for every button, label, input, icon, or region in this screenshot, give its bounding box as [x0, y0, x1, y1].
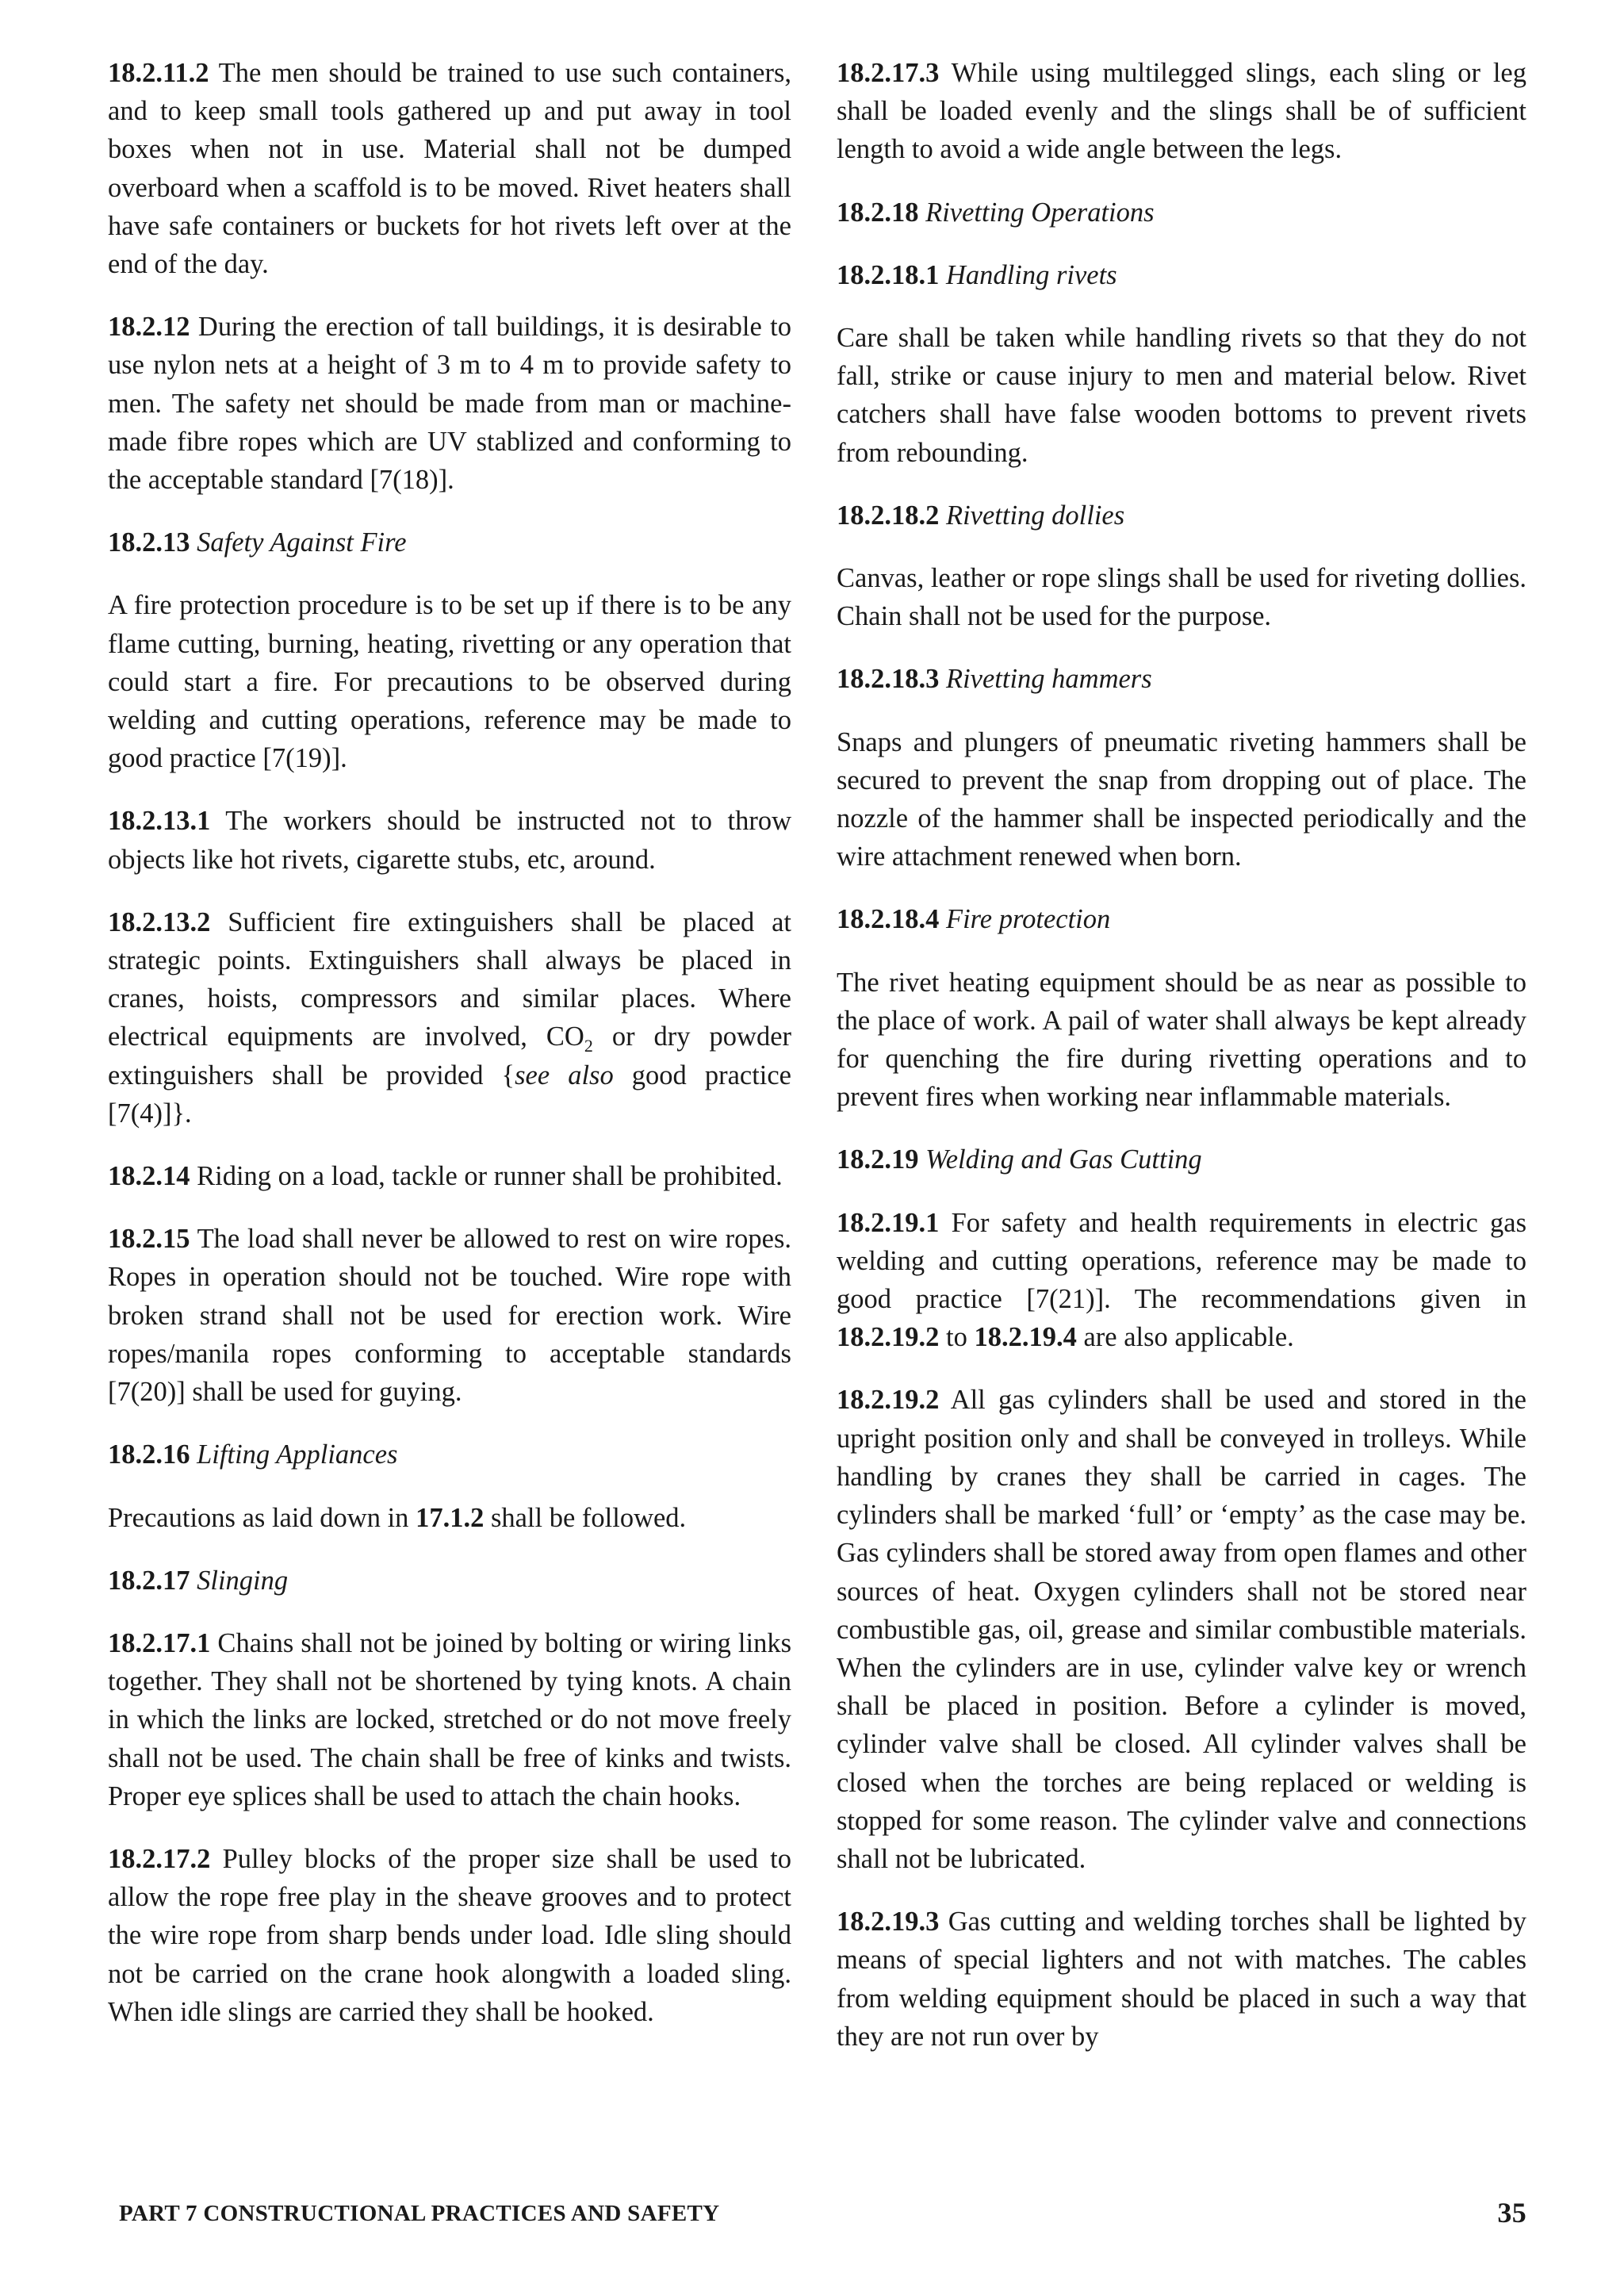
clause-text: The workers should be instructed not to throw objects like hot rivets, cigarette stubs, etc, around. [108, 806, 791, 875]
clause-reference: 18.2.19.2 [837, 1322, 940, 1353]
clause-number: 18.2.16 [108, 1439, 190, 1470]
italic-text: see also [515, 1060, 614, 1090]
clause-text: Sufficient fire extinguishers shall be placed at strategic points. Extinguishers shall always be placed in cranes, hoists, compressors and similar places. Where electrical equipments are involved, CO [108, 906, 791, 1052]
paragraph-18-2-15 [108, 1220, 791, 1411]
clause-text: Canvas, leather or rope slings shall be used for riveting dollies. Chain shall not be used for the purpose. [837, 563, 1526, 632]
clause-number: 18.2.19.3 [837, 1907, 940, 1937]
clause-number: 18.2.17.1 [108, 1627, 211, 1658]
clause-title: Slinging [197, 1565, 289, 1596]
clause-reference: 17.1.2 [416, 1502, 485, 1533]
clause-title: Fire protection [946, 904, 1111, 935]
page-number: 35 [1497, 2197, 1526, 2229]
clause-number: 18.2.13 [108, 527, 190, 558]
clause-text: Pulley blocks of the proper size shall be used to allow the rope free play in the sheave grooves and to protect the wire rope from sharp bends under load. Idle sling should not be carried on the crane hook alongwith a loaded sling. When idle slings are carried they shall be hooked. [108, 1843, 791, 2027]
clause-text: are also applicable. [1076, 1322, 1294, 1353]
clause-title: Rivetting hammers [946, 664, 1152, 695]
clause-text: Care shall be taken while handling rivets so that they do not fall, strike or cause injury to men and material below. Rivet catchers shall have false wooden bottoms to prevent rivets from rebounding. [837, 323, 1526, 468]
clause-text: For safety and health requirements in electric gas welding and cutting operations, reference may be made to good practice [7(21)]. The recommendations given in [837, 1207, 1526, 1315]
clause-number: 18.2.17 [108, 1565, 190, 1596]
heading-18-2-19 [837, 1140, 1526, 1179]
paragraph-18-2-19-3 [837, 1903, 1526, 2056]
clause-text: The men should be trained to use such containers, and to keep small tools gathered up and put away in tool boxes when not in use. Material shall not be dumped overboard when a scaffold is to be moved. Rivet heaters shall have safe containers or buckets for hot rivets left over at the end of the day. [108, 58, 791, 280]
paragraph-18-2-13-2 [108, 903, 791, 1133]
clause-title: Safety Against Fire [197, 527, 407, 558]
clause-number: 18.2.18.2 [837, 500, 940, 531]
heading-18-2-18 [837, 194, 1526, 232]
page-footer [108, 2197, 1526, 2233]
clause-number: 18.2.19.1 [837, 1207, 940, 1238]
clause-title: Handling rivets [946, 259, 1117, 290]
paragraph-handling-rivets [837, 319, 1526, 472]
heading-18-2-18-3 [837, 660, 1526, 698]
right-column [837, 54, 1526, 2080]
clause-text: shall be followed. [484, 1502, 687, 1533]
paragraph-rivetting-dollies [837, 559, 1526, 635]
paragraph-18-2-19-1 [837, 1204, 1526, 1357]
paragraph-18-2-14 [108, 1157, 791, 1195]
paragraph-rivet-fire-protection [837, 964, 1526, 1117]
clause-number: 18.2.19 [837, 1144, 919, 1175]
clause-text: Riding on a load, tackle or runner shall be prohibited. [190, 1161, 783, 1192]
clause-text: Snaps and plungers of pneumatic riveting hammers shall be secured to prevent the snap from dropping out of place. The nozzle of the hammer shall be inspected periodically and the wire attachment renewed when born. [837, 726, 1526, 872]
clause-title: Lifting Appliances [197, 1439, 398, 1470]
paragraph-18-2-11-2 [108, 54, 791, 283]
paragraph-18-2-12 [108, 308, 791, 499]
footer-part-title: PART 7 CONSTRUCTIONAL PRACTICES AND SAFETY [119, 2201, 720, 2226]
heading-18-2-18-2 [837, 496, 1526, 535]
clause-text: Chains shall not be joined by bolting or wiring links together. They shall not be shortened by tying knots. A chain in which the links are locked, stretched or do not move freely shall not be used. The chain shall be free of kinks and twists. Proper eye splices shall be used to attach the chain hooks. [108, 1627, 791, 1811]
paragraph-18-2-17-1 [108, 1624, 791, 1815]
clause-number: 18.2.15 [108, 1224, 190, 1255]
clause-number: 18.2.14 [108, 1161, 190, 1192]
clause-number: 18.2.11.2 [108, 58, 209, 88]
clause-text: The rivet heating equipment should be as near as possible to the place of work. A pail of water shall always be kept already for quenching the fire during rivetting operations and to prevent fires when working near inflammable materials. [837, 967, 1526, 1113]
clause-number: 18.2.17.2 [108, 1843, 211, 1874]
clause-text: or dry powder extinguishers shall be provided { [108, 1021, 791, 1090]
clause-number: 18.2.18.1 [837, 259, 940, 290]
clause-text: The load shall never be allowed to rest on wire ropes. Ropes in operation should not be touched. Wire rope with broken strand shall not be used for erection work. Wire ropes/manila ropes conforming to acceptable standards [7(20)] shall be used for guying. [108, 1224, 791, 1408]
subscript: 2 [584, 1036, 593, 1056]
heading-18-2-17 [108, 1562, 791, 1600]
paragraph-18-2-17-3 [837, 54, 1526, 169]
clause-number: 18.2.18.3 [837, 664, 940, 695]
heading-18-2-18-4 [837, 900, 1526, 938]
clause-number: 18.2.19.2 [837, 1385, 940, 1416]
paragraph-rivetting-hammers [837, 723, 1526, 876]
left-column [108, 54, 791, 2056]
heading-18-2-13 [108, 523, 791, 562]
paragraph-18-2-13-1 [108, 802, 791, 878]
clause-number: 18.2.18.4 [837, 904, 940, 935]
paragraph-18-2-17-2 [108, 1840, 791, 2031]
clause-text: While using multilegged slings, each sling or leg shall be loaded evenly and the slings shall be of sufficient length to avoid a wide angle between the legs. [837, 58, 1526, 165]
clause-text: During the erection of tall buildings, it is desirable to use nylon nets at a height of 3 m to 4 m to provide safety to men. The safety net should be made from man or machine-made fibre ropes which are UV stablized and conforming to the acceptable standard [7(18)]. [108, 312, 791, 496]
paragraph-lifting-precautions [108, 1499, 791, 1537]
heading-18-2-16 [108, 1435, 791, 1474]
clause-text: Gas cutting and welding torches shall be lighted by means of special lighters and not with matches. The cables from welding equipment should be placed in such a way that they are not run over by [837, 1907, 1526, 2052]
clause-text: Precautions as laid down in [108, 1502, 416, 1533]
clause-text: good practice [7(4)]}. [108, 1060, 791, 1129]
clause-text: All gas cylinders shall be used and stored in the upright position only and shall be conveyed in trolleys. While handling by cranes they shall be carried in cages. The cylinders shall be marked ‘full’ or ‘empty’ as the case may be. Gas cylinders shall be stored away from open flames and other sources of heat. Oxygen cylinders shall not be stored near combustible gas, oil, grease and similar combustible materials. When the cylinders are in use, cylinder valve key or wrench shall be placed in position. Before a cylinder is moved, cylinder valve shall be closed. All cylinder valves shall be closed when the torches are being replaced or welding is stopped for some reason. The cylinder valve and connections shall not be lubricated. [837, 1385, 1526, 1874]
heading-18-2-18-1 [837, 256, 1526, 294]
clause-number: 18.2.13.1 [108, 806, 211, 837]
paragraph-fire-protection-procedure [108, 586, 791, 777]
clause-number: 18.2.18 [837, 197, 919, 228]
clause-number: 18.2.17.3 [837, 58, 940, 88]
clause-text: to [939, 1322, 975, 1353]
clause-number: 18.2.12 [108, 312, 190, 343]
clause-number: 18.2.13.2 [108, 906, 211, 937]
paragraph-18-2-19-2 [837, 1381, 1526, 1878]
clause-text: A fire protection procedure is to be set up if there is to be any flame cutting, burning, heating, rivetting or any operation that could start a fire. For precautions to be observed during welding and cutting operations, reference may be made to good practice [7(19)]. [108, 590, 791, 774]
clause-title: Welding and Gas Cutting [925, 1144, 1202, 1175]
clause-reference: 18.2.19.4 [974, 1322, 1077, 1353]
clause-title: Rivetting Operations [925, 197, 1155, 228]
clause-title: Rivetting dollies [946, 500, 1125, 531]
